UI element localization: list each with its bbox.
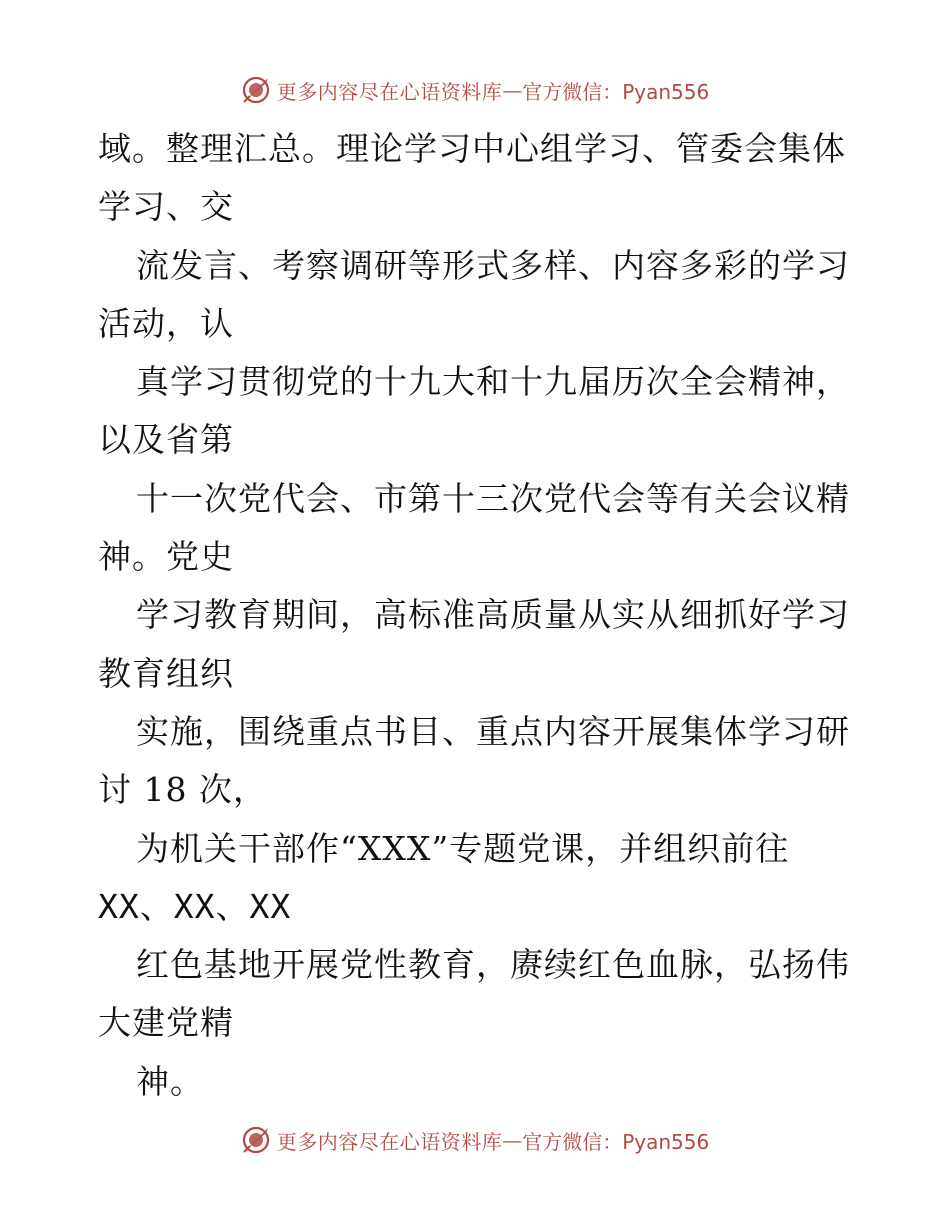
body-line: 十一次党代会、市第十三次党代会等有关会议精: [136, 478, 850, 518]
body-line: 实施，围绕重点书目、重点内容开展集体学习研: [136, 711, 850, 751]
footer-banner-separator: —: [502, 1128, 523, 1152]
quill-circle-logo-icon: [241, 75, 271, 105]
body-line: 以及省第: [98, 420, 234, 460]
body-line: 讨 18 次，: [98, 770, 267, 810]
body-line: 域。整理汇总。理论学习中心组学习、管委会集体: [98, 129, 846, 168]
body-line: 教育组织: [98, 653, 234, 693]
body-line: 活动，认: [98, 303, 234, 343]
body-line: 红色基地开展党性教育，赓续红色血脉，弘扬伟: [136, 945, 850, 985]
header-banner: [0, 70, 950, 110]
body-line: 学习、交: [98, 187, 234, 227]
body-line: XX、XX、XX: [98, 886, 292, 926]
body-line: 神。党史: [98, 537, 234, 577]
footer-banner: [0, 1120, 950, 1160]
body-line: 为机关干部作“XXX”专题党课，并组织前往: [136, 828, 790, 868]
header-banner-wechat: 官方微信：Pyan556: [522, 79, 710, 104]
body-line: 学习教育期间，高标准高质量从实从细抓好学习: [136, 595, 850, 635]
body-line: 真学习贯彻党的十九大和十九届历次全会精神，: [136, 362, 850, 402]
header-banner-text: 更多内容尽在心语资料库: [276, 79, 503, 104]
body-line: 流发言、考察调研等形式多样、内容多彩的学习: [136, 245, 850, 285]
document-body: [98, 120, 858, 1111]
footer-banner-wechat: 官方微信：Pyan556: [522, 1129, 710, 1154]
body-line: 大建党精: [98, 1003, 234, 1043]
header-banner-separator: —: [502, 78, 523, 102]
quill-circle-logo-icon: [241, 1125, 271, 1155]
body-line: 神。: [136, 1061, 204, 1101]
footer-banner-text: 更多内容尽在心语资料库: [276, 1129, 503, 1154]
